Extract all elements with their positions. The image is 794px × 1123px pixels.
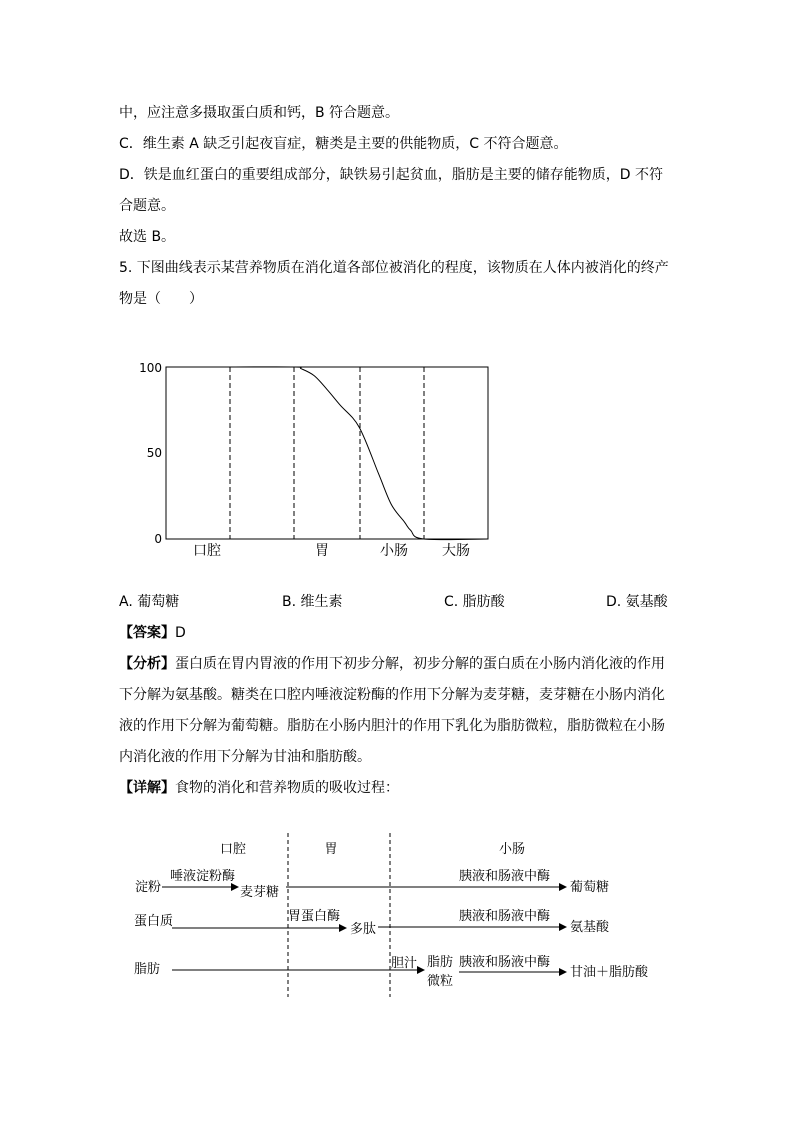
analysis-text-1: 蛋白质在胃内胃液的作用下初步分解，初步分解的蛋白质在小肠内消化液的作用	[175, 656, 665, 672]
digestion-process-diagram	[0, 825, 794, 1005]
detail-text: 食物的消化和营养物质的吸收过程：	[175, 780, 399, 796]
protein-enzyme-2-label: 胰液和肠液中酶	[459, 909, 551, 924]
starch-label: 淀粉	[135, 880, 162, 895]
fat-enzyme-2-label: 胰液和肠液中酶	[459, 955, 551, 970]
detail-label: 【详解】	[119, 780, 175, 796]
y-tick-0: 0	[154, 532, 162, 546]
glucose-label: 葡萄糖	[570, 880, 610, 895]
detail-line	[119, 778, 399, 798]
diagram-header-stomach: 胃	[324, 842, 338, 857]
text-line-4: 合题意。	[119, 198, 175, 214]
analysis-line-3: 液的作用下分解为葡萄糖。脂肪在小肠内胆汁的作用下乳化为脂肪微粒，脂肪微粒在小肠	[119, 718, 665, 734]
option-b[interactable]: B. 维生素	[282, 594, 343, 610]
option-c[interactable]: C. 脂肪酸	[444, 594, 505, 610]
text-line-1: 中，应注意多摄取蛋白质和钙，B 符合题意。	[119, 105, 400, 121]
pepsin-label: 胃蛋白酶	[288, 909, 341, 924]
answer-line	[119, 623, 186, 643]
chart-frame	[166, 367, 488, 539]
region-label-small-intestine: 小肠	[380, 543, 408, 559]
analysis-line-1	[119, 654, 665, 674]
diagram-header-small-intestine: 小肠	[498, 842, 526, 857]
region-label-large-intestine: 大肠	[442, 543, 470, 559]
answer-label: 【答案】	[119, 625, 175, 641]
maltose-label: 麦芽糖	[240, 885, 280, 900]
analysis-label: 【分析】	[119, 656, 175, 672]
y-tick-50: 50	[146, 446, 162, 460]
text-line-5: 故选 B。	[119, 229, 176, 245]
diagram-header-mouth: 口腔	[219, 842, 247, 857]
analysis-line-4: 内消化液的作用下分解为甘油和脂肪酸。	[119, 749, 371, 765]
text-line-2: C．维生素 A 缺乏引起夜盲症，糖类是主要的供能物质，C 不符合题意。	[119, 136, 568, 152]
text-line-3: D．铁是血红蛋白的重要组成部分，缺铁易引起贫血，脂肪是主要的储存能物质，D 不符	[119, 167, 664, 183]
answer-value: D	[175, 625, 186, 641]
amino-acid-label: 氨基酸	[570, 920, 610, 935]
digestion-curve-chart	[0, 340, 794, 570]
peptide-label: 多肽	[350, 922, 377, 937]
region-label-stomach: 胃	[315, 543, 329, 559]
option-a[interactable]: A. 葡萄糖	[119, 594, 180, 610]
digestion-curve	[166, 367, 488, 540]
question-line-2: 物是（ ）	[119, 291, 203, 307]
analysis-line-2: 下分解为氨基酸。糖类在口腔内唾液淀粉酶的作用下分解为麦芽糖，麦芽糖在小肠内消化	[119, 687, 665, 703]
fat-particle-label-2: 微粒	[427, 974, 454, 989]
starch-enzyme-2-label: 胰液和肠液中酶	[459, 869, 551, 884]
y-tick-100: 100	[139, 361, 162, 375]
fat-particle-label-1: 脂肪	[427, 955, 454, 970]
glycerol-fatty-acid-label: 甘油＋脂肪酸	[570, 965, 649, 980]
region-label-mouth: 口腔	[193, 543, 221, 559]
option-d[interactable]: D. 氨基酸	[606, 594, 668, 610]
starch-enzyme-label: 唾液淀粉酶	[170, 869, 236, 884]
protein-label: 蛋白质	[134, 914, 174, 929]
question-line-1: 5. 下图曲线表示某营养物质在消化道各部位被消化的程度，该物质在人体内被消化的终产	[119, 260, 669, 276]
fat-label: 脂肪	[134, 962, 161, 977]
bile-label: 胆汁	[391, 956, 418, 971]
